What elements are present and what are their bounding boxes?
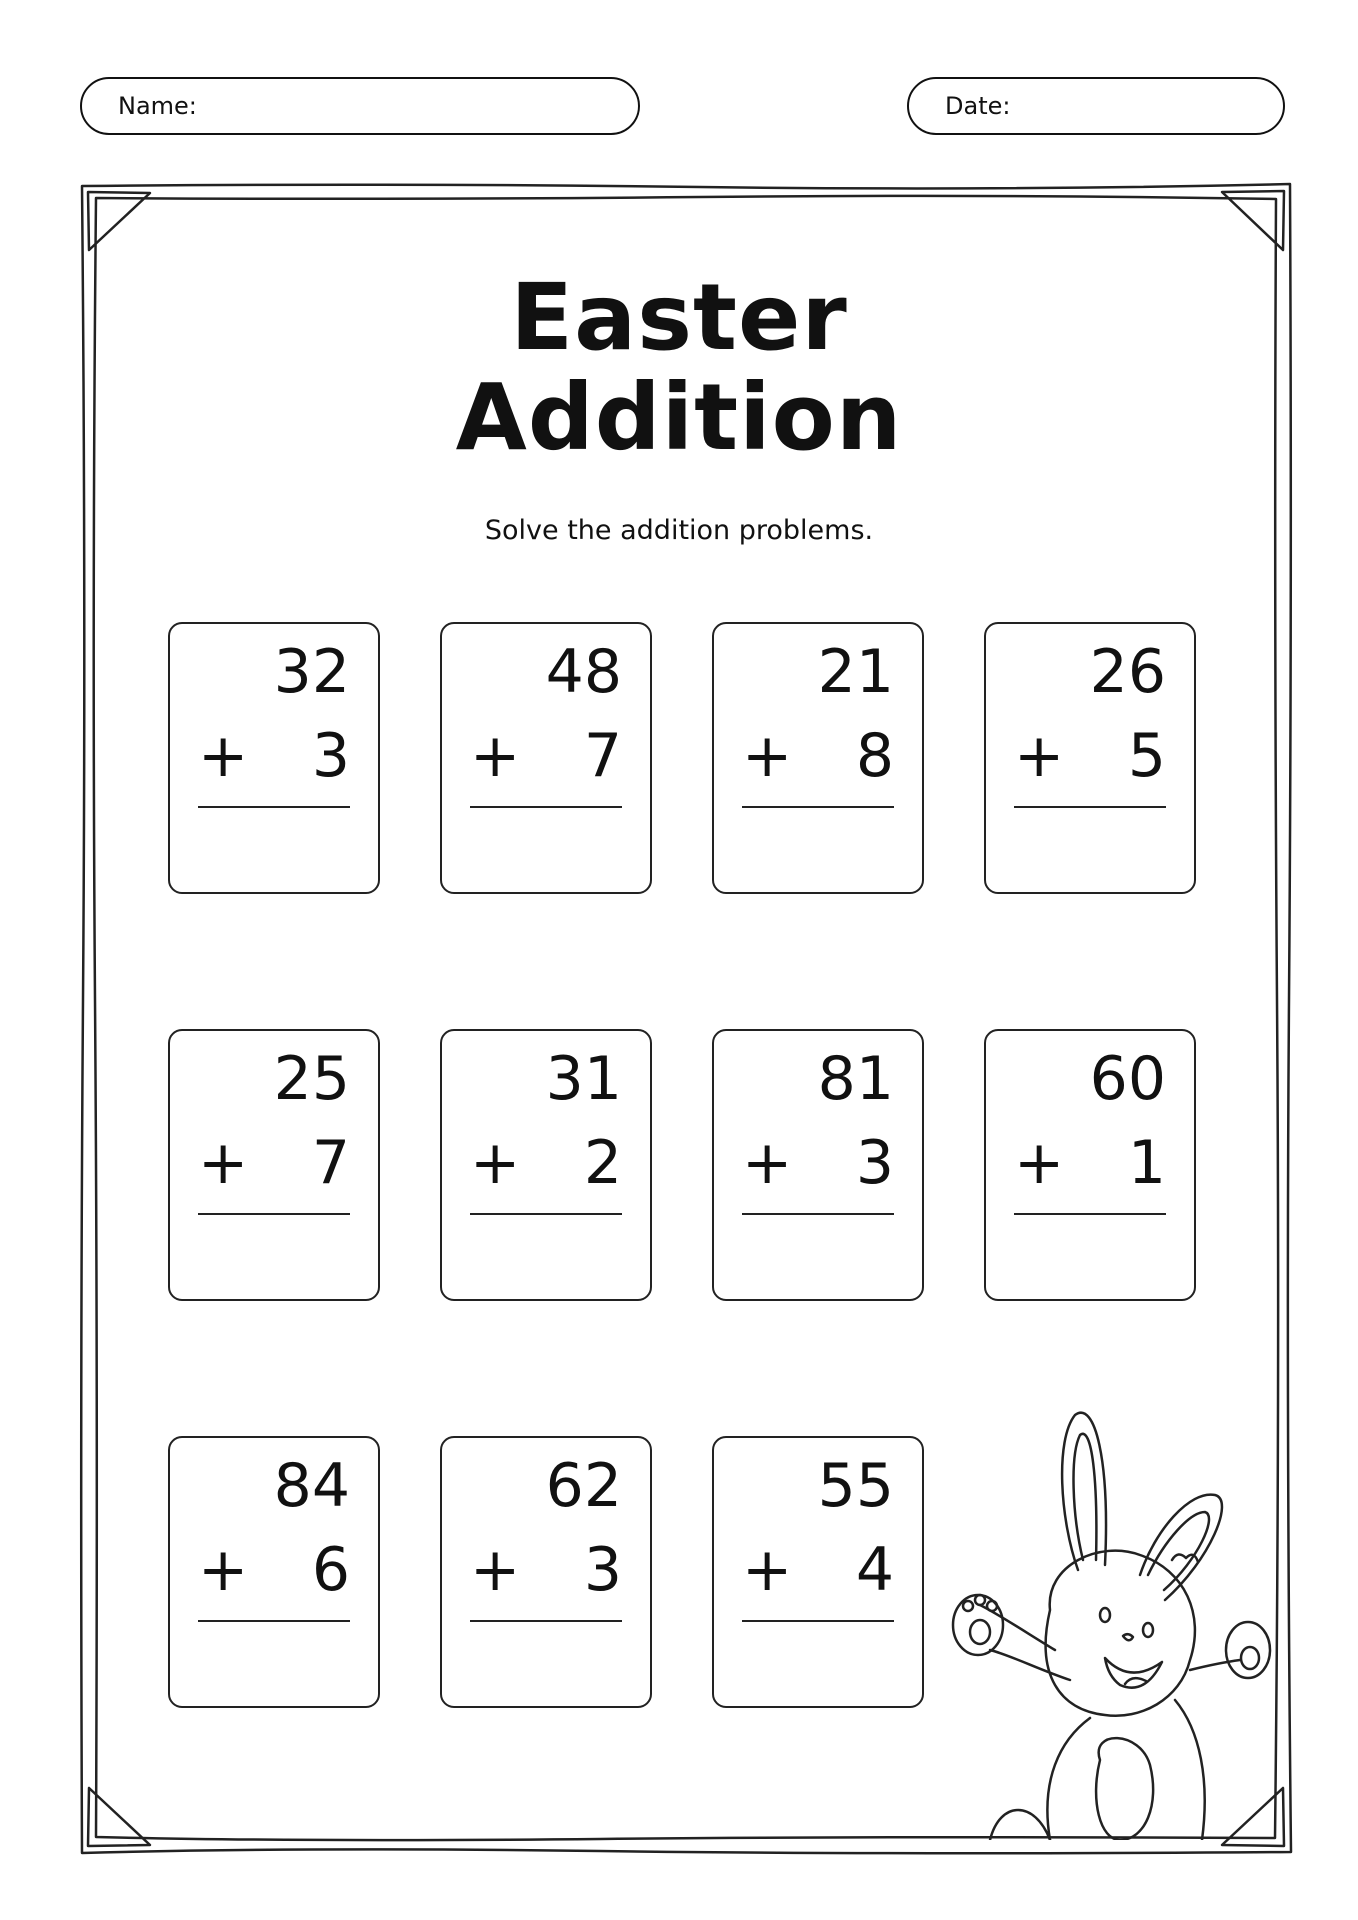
answer-line[interactable] bbox=[198, 1213, 350, 1215]
page-title-line1: Easter bbox=[510, 264, 848, 371]
problem-card bbox=[168, 1436, 380, 1708]
problem-card bbox=[440, 1436, 652, 1708]
plus-sign: + bbox=[198, 1128, 249, 1198]
answer-line[interactable] bbox=[1014, 1213, 1166, 1215]
addend-top: 31 bbox=[545, 1044, 622, 1114]
problem-card bbox=[712, 1436, 924, 1708]
answer-line[interactable] bbox=[470, 806, 622, 808]
addend-bottom: 5 bbox=[1127, 721, 1166, 791]
plus-sign: + bbox=[742, 1128, 793, 1198]
problem-card bbox=[440, 1029, 652, 1301]
answer-line[interactable] bbox=[1014, 806, 1166, 808]
plus-sign: + bbox=[470, 1128, 521, 1198]
problem-card bbox=[984, 1029, 1196, 1301]
addend-bottom: 3 bbox=[311, 721, 350, 791]
instructions-text: Solve the addition problems. bbox=[484, 515, 874, 546]
date-label: Date: bbox=[945, 92, 1011, 120]
addend-bottom: 8 bbox=[855, 721, 894, 791]
answer-line[interactable] bbox=[742, 1213, 894, 1215]
addend-bottom: 3 bbox=[855, 1128, 894, 1198]
addend-top: 60 bbox=[1089, 1044, 1166, 1114]
problem-card bbox=[984, 622, 1196, 894]
addend-top: 48 bbox=[545, 637, 622, 707]
addend-bottom: 7 bbox=[311, 1128, 350, 1198]
addend-bottom: 2 bbox=[583, 1128, 622, 1198]
problem-card bbox=[440, 622, 652, 894]
answer-line[interactable] bbox=[470, 1213, 622, 1215]
plus-sign: + bbox=[1014, 721, 1065, 791]
triangle-corner-icon bbox=[88, 192, 150, 250]
addend-top: 25 bbox=[273, 1044, 350, 1114]
plus-sign: + bbox=[470, 1535, 521, 1605]
plus-sign: + bbox=[198, 1535, 249, 1605]
name-label: Name: bbox=[118, 92, 197, 120]
plus-sign: + bbox=[742, 1535, 793, 1605]
addend-top: 55 bbox=[817, 1451, 894, 1521]
addend-bottom: 7 bbox=[583, 721, 622, 791]
problem-card bbox=[168, 622, 380, 894]
problem-card bbox=[168, 1029, 380, 1301]
answer-line[interactable] bbox=[742, 806, 894, 808]
addend-top: 62 bbox=[545, 1451, 622, 1521]
addend-bottom: 1 bbox=[1127, 1128, 1166, 1198]
problem-card bbox=[712, 622, 924, 894]
plus-sign: + bbox=[470, 721, 521, 791]
addend-top: 21 bbox=[817, 637, 894, 707]
page-title-line2: Addition bbox=[455, 364, 903, 471]
plus-sign: + bbox=[198, 721, 249, 791]
plus-sign: + bbox=[742, 721, 793, 791]
addend-bottom: 6 bbox=[311, 1535, 350, 1605]
answer-line[interactable] bbox=[198, 806, 350, 808]
addend-bottom: 4 bbox=[855, 1535, 894, 1605]
answer-line[interactable] bbox=[742, 1620, 894, 1622]
addend-top: 32 bbox=[273, 637, 350, 707]
answer-line[interactable] bbox=[470, 1620, 622, 1622]
answer-line[interactable] bbox=[198, 1620, 350, 1622]
addend-top: 81 bbox=[817, 1044, 894, 1114]
addend-bottom: 3 bbox=[583, 1535, 622, 1605]
problem-card bbox=[712, 1029, 924, 1301]
addend-top: 26 bbox=[1089, 637, 1166, 707]
plus-sign: + bbox=[1014, 1128, 1065, 1198]
bunny-icon bbox=[940, 1400, 1280, 1840]
addend-top: 84 bbox=[273, 1451, 350, 1521]
